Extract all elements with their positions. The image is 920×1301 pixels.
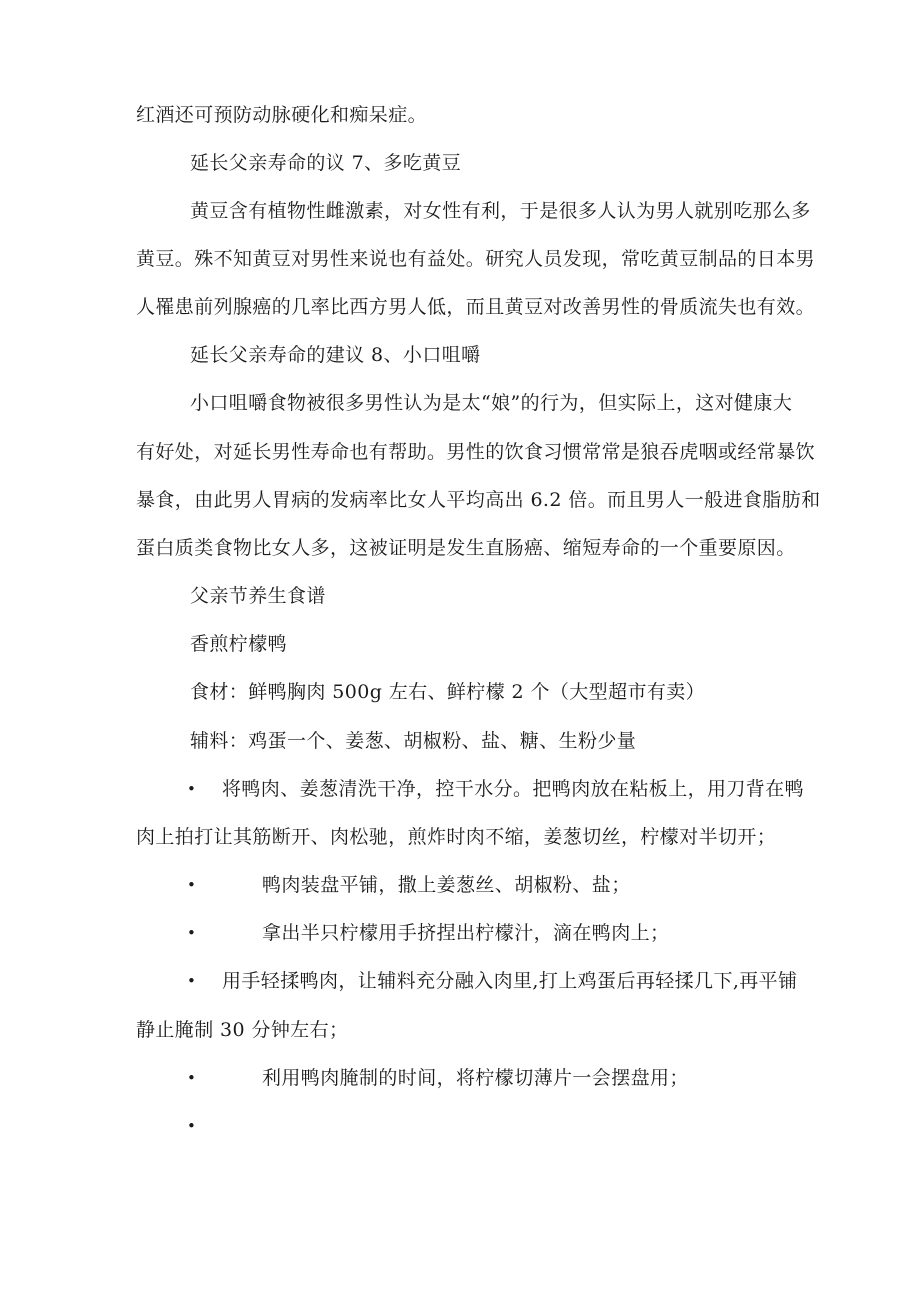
step-text: 鸭肉装盘平铺，撒上姜葱丝、胡椒粉、盐；: [262, 874, 631, 896]
section-heading: 延长父亲寿命的议 7、多吃黄豆: [190, 152, 462, 174]
paragraph-line: 黄豆含有植物性雌激素，对女性有利，于是很多人认为男人就别吃那么多: [190, 200, 811, 222]
step-text: 将鸭肉、姜葱清洗干净，控干水分。把鸭肉放在粘板上，用刀背在鸭: [222, 778, 805, 800]
ingredients-line: 食材：鲜鸭胸肉 500g 左右、鲜柠檬 2 个（大型超市有卖）: [190, 681, 706, 703]
step-text: 肉上拍打让其筋断开、肉松驰，煎炸时肉不缩，姜葱切丝，柠檬对半切开；: [136, 826, 777, 848]
paragraph-line: 红酒还可预防动脉硬化和痴呆症。: [136, 104, 428, 126]
paragraph-line: 有好处，对延长男性寿命也有帮助。男性的饮食习惯常常是狼吞虎咽或经常暴饮: [136, 441, 816, 463]
recipe-section-title: 父亲节养生食谱: [190, 585, 326, 607]
paragraph-line: 蛋白质类食物比女人多，这被证明是发生直肠癌、缩短寿命的一个重要原因。: [136, 537, 796, 559]
bullet-icon: •: [187, 1069, 196, 1087]
step-text: 拿出半只柠檬用手挤捏出柠檬汁，滴在鸭肉上；: [262, 922, 670, 944]
recipe-name: 香煎柠檬鸭: [190, 633, 288, 655]
step-text: 静止腌制 30 分钟左右；: [136, 1019, 349, 1041]
bullet-icon: •: [187, 972, 196, 990]
paragraph-line: 黄豆。殊不知黄豆对男性来说也有益处。研究人员发现，常吃黄豆制品的日本男: [136, 248, 816, 270]
section-heading: 延长父亲寿命的建议 8、小口咀嚼: [190, 344, 481, 366]
step-text: 利用鸭肉腌制的时间，将柠檬切薄片一会摆盘用；: [262, 1067, 689, 1089]
paragraph-line: 暴食，由此男人胃病的发病率比女人平均高出 6.2 倍。而且男人一般进食脂肪和: [136, 489, 821, 511]
step-text: 用手轻揉鸭肉，让辅料充分融入肉里,打上鸡蛋后再轻揉几下,再平铺: [222, 970, 798, 992]
bullet-icon: •: [187, 780, 196, 798]
paragraph-line: 人罹患前列腺癌的几率比西方男人低，而且黄豆对改善男性的骨质流失也有效。: [136, 296, 816, 318]
bullet-icon: •: [187, 1117, 196, 1135]
auxiliary-ingredients-line: 辅料：鸡蛋一个、姜葱、胡椒粉、盐、糖、生粉少量: [190, 730, 637, 752]
paragraph-line: 小口咀嚼食物被很多男性认为是太“娘”的行为，但实际上，这对健康大: [190, 392, 793, 414]
bullet-icon: •: [187, 924, 196, 942]
bullet-icon: •: [187, 876, 196, 894]
